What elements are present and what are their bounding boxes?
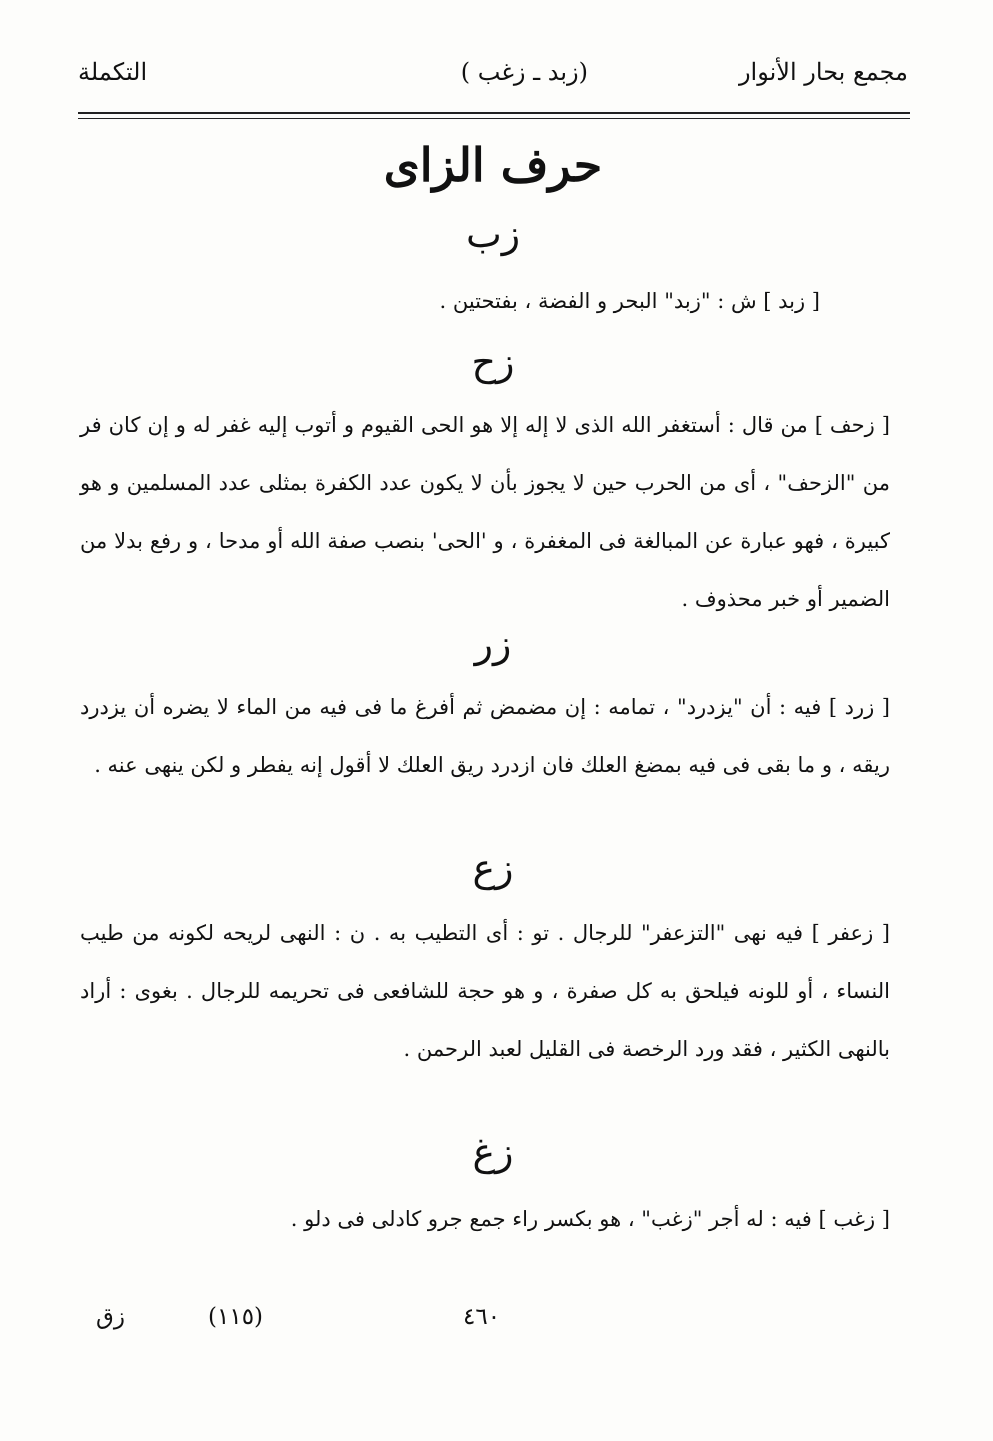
entry-zafr: [ زعفر ] فيه نهى "التزعفر" للرجال . تو : أى التطيب به . ن : النهى لريحه لكونه من طيب النساء ، أو للونه فيلحق به كل صفرة ، و هو حجة للشافعى فى تحريمه للرجال . بغوى : أراد بالنهى الكثير ، فقد ورد الرخصة فى القليل لعبد الرحمن . [80, 921, 890, 1061]
running-header [78, 52, 908, 98]
signature-mark: زق [96, 1304, 125, 1330]
section-heading-zgh: زغ [472, 1130, 514, 1174]
header-rule-thin [78, 118, 910, 119]
header-rule-thick [78, 112, 910, 114]
page-footer [78, 1300, 908, 1340]
book-title: مجمع بحار الأنوار [738, 58, 908, 86]
entry-zhf: [ زحف ] من قال : أستغفر الله الذى لا إله إلا هو الحى القيوم و أتوب إليه غفر له و إن كان فر من "الزحف" ، أى من الحرب حين لا يجوز بأن لا يكون عدد الكفرة بمثلى عدد المسلمين و هو كبيرة ، فهو عبارة عن المبالغة فى المغفرة ، و 'الحى' بنصب صفة الله أو مدحا ، و رفع بدلا من الضمير أو خبر محذوف . [80, 413, 890, 611]
page-number: ٤٦٠ [463, 1304, 501, 1330]
chapter-title: حرف الزاى [383, 138, 603, 192]
section-heading-zh: زح [471, 340, 515, 384]
entry-zghb: [ زغب ] فيه : له أجر "زغب" ، هو بكسر راء جمع جرو كادلى فى دلو . [290, 1207, 890, 1231]
sheet-number: (١١٥) [208, 1304, 264, 1330]
section-heading-za: زع [472, 846, 514, 890]
section-heading-zb: زب [465, 212, 521, 256]
entry-zbd: [ زبد ] ش : "زبد" البحر و الفضة ، بفتحتين . [439, 289, 820, 313]
volume-label: التكملة [78, 58, 148, 86]
section-heading-zr: زر [474, 622, 512, 666]
entry-range: (زبد ـ زغب ) [460, 58, 588, 86]
entry-zrd: [ زرد ] فيه : أن "يزدرد" ، تمامه : إن مضمض ثم أفرغ ما فى فيه من الماء لا يضره أن يزدرد ريقه ، و ما بقى فى فيه بمضغ العلك فان ازدرد ريق العلك لا أقول إنه يفطر و لكن ينهى عنه . [80, 695, 890, 777]
